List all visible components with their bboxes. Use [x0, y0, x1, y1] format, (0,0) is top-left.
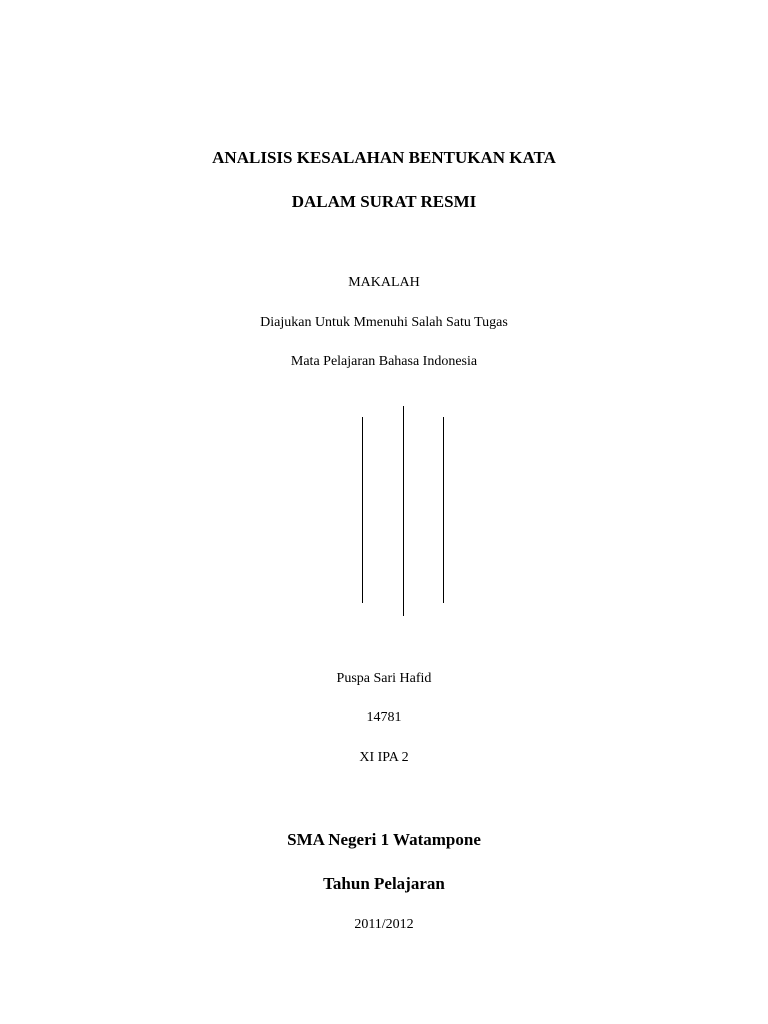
- purpose-line-1: Diajukan Untuk Mmenuhi Salah Satu Tugas: [260, 315, 508, 330]
- purpose-line-2: Mata Pelajaran Bahasa Indonesia: [290, 354, 478, 369]
- class-name: XI IPA 2: [359, 750, 409, 765]
- title-line-2: DALAM SURAT RESMI: [291, 192, 477, 211]
- student-number: 14781: [366, 710, 402, 725]
- vertical-line-left: [362, 417, 363, 603]
- academic-year: 2011/2012: [354, 917, 414, 932]
- vertical-line-center: [403, 406, 404, 616]
- author-name: Puspa Sari Hafid: [336, 671, 432, 686]
- document-type: MAKALAH: [348, 275, 420, 290]
- title-line-1: ANALISIS KESALAHAN BENTUKAN KATA: [212, 148, 556, 167]
- school-name: SMA Negeri 1 Watampone: [287, 830, 481, 849]
- academic-year-label: Tahun Pelajaran: [323, 874, 445, 893]
- vertical-line-right: [443, 417, 444, 603]
